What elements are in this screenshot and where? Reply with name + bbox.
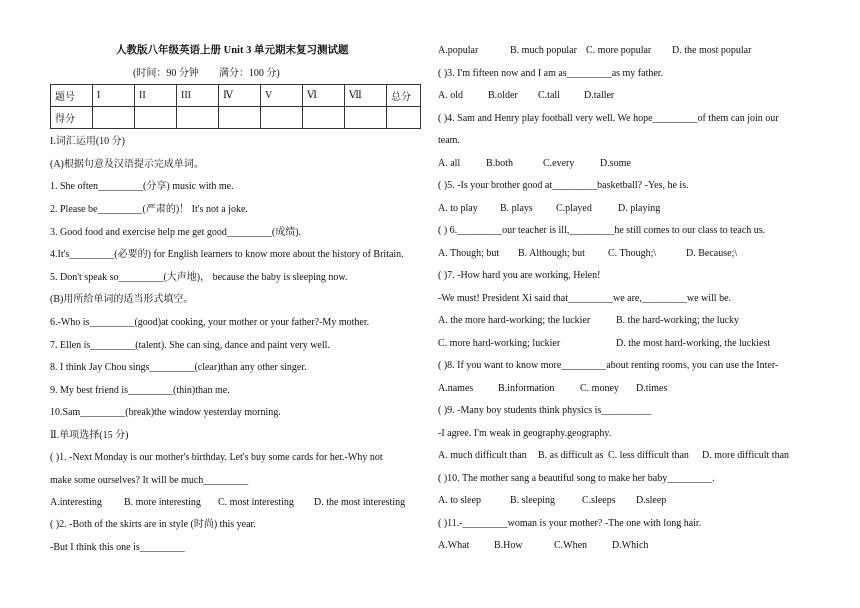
question: ( )11.-_________woman is your mother? -The one with long hair. <box>438 518 702 529</box>
score-cell <box>387 107 421 129</box>
option: D.times <box>636 383 668 394</box>
question: 3. Good food and exercise help me get good_________(成绩). <box>50 227 302 238</box>
option: A.popular <box>438 45 479 56</box>
option: A.What <box>438 540 470 551</box>
option: C. more popular <box>586 45 652 56</box>
question: ( )1. -Next Monday is our mother's birthday. Let's buy some cards for her.-Why not <box>50 452 383 463</box>
table-cell: 得分 <box>51 107 93 129</box>
option: D.taller <box>584 90 615 101</box>
section-heading: Ⅱ.单项选择(15 分) <box>50 430 129 441</box>
question-continued: -But I think this one is_________ <box>50 542 185 553</box>
table-cell: 总分 <box>387 85 421 107</box>
question: ( )9. -Many boy students think physics is__________ <box>438 405 652 416</box>
question: ( )4. Sam and Henry play football very well. We hope_________of them can join our <box>438 113 779 124</box>
option: C.When <box>554 540 588 551</box>
option: B.both <box>486 158 513 169</box>
table-cell: III <box>177 85 219 107</box>
table-cell: I <box>93 85 135 107</box>
question: 5. Don't speak so_________(大声地)， because the baby is sleeping now. <box>50 272 348 283</box>
option: A.interesting <box>50 497 102 508</box>
option: D. the most hard-working, the luckiest <box>616 338 771 349</box>
table-cell: II <box>135 85 177 107</box>
option: B.How <box>494 540 523 551</box>
question: ( )3. I'm fifteen now and I am as_________as my father. <box>438 68 664 79</box>
question: ( ) 6._________our teacher is ill,_________he still comes to our class to teach us. <box>438 225 766 236</box>
question-continued: team. <box>438 135 460 146</box>
score-table-score-row <box>51 107 421 129</box>
option: A. old <box>438 90 463 101</box>
question: 6.-Who is_________(good)at cooking, your mother or your father?-My mother. <box>50 317 370 328</box>
table-cell: Ⅵ <box>303 85 345 107</box>
question: 4.It's_________(必要的) for English learners to know more about the history of Britain. <box>50 249 404 260</box>
score-cell <box>93 107 135 129</box>
option: D.sleep <box>636 495 667 506</box>
option: B. the hard-working; the lucky <box>616 315 740 326</box>
option: D.some <box>600 158 631 169</box>
score-cell <box>261 107 303 129</box>
option: D. playing <box>618 203 661 214</box>
option: C. most interesting <box>218 497 294 508</box>
option: D. the most interesting <box>314 497 406 508</box>
option: B. plays <box>500 203 533 214</box>
score-cell <box>177 107 219 129</box>
option: C. more hard-working; luckier <box>438 338 561 349</box>
part-instruction: (A)根据句意及汉语提示完成单词。 <box>50 159 204 170</box>
option: B.information <box>498 383 555 394</box>
option: C.sleeps <box>582 495 616 506</box>
table-cell: Ⅶ <box>345 85 387 107</box>
question: ( )10. The mother sang a beautiful song to make her baby_________. <box>438 473 715 484</box>
option: B. sleeping <box>510 495 555 506</box>
question: ( )5. -Is your brother good at_________basketball? -Yes, he is. <box>438 180 689 191</box>
exam-subtitle: (时间：90 分钟 满分：100 分) <box>133 68 280 79</box>
part-instruction: (B)用所给单词的适当形式填空。 <box>50 294 194 305</box>
option: C.every <box>543 158 575 169</box>
option: C. less difficult than <box>608 450 689 461</box>
question: 10.Sam_________(break)the window yesterday morning. <box>50 407 281 418</box>
option: C. money <box>580 383 619 394</box>
option: B. as difficult as <box>538 450 604 461</box>
score-cell <box>345 107 387 129</box>
question-continued: make some ourselves? It will be much_________ <box>50 475 249 486</box>
section-heading: I.词汇运用(10 分) <box>50 136 125 147</box>
option: C.tall <box>538 90 560 101</box>
question: ( )2. -Both of the skirts are in style (时尚) this year. <box>50 519 256 530</box>
option: B.older <box>488 90 518 101</box>
score-cell <box>135 107 177 129</box>
option: A. much difficult than <box>438 450 527 461</box>
option: A. Though; but <box>438 248 500 259</box>
option: B. more interesting <box>124 497 201 508</box>
option: C. Though;\ <box>608 248 657 259</box>
option: A.names <box>438 383 474 394</box>
question: ( )7. -How hard you are working, Helen! <box>438 270 601 281</box>
option: A. all <box>438 158 461 169</box>
table-cell: Ⅳ <box>219 85 261 107</box>
option: D.Which <box>612 540 649 551</box>
table-cell: 题号 <box>51 85 93 107</box>
question: 8. I think Jay Chou sings_________(clear)than any other singer. <box>50 362 307 373</box>
score-cell <box>219 107 261 129</box>
table-cell: V <box>261 85 303 107</box>
question: 2. Please be_________(严肃的)！ It's not a joke. <box>50 204 248 215</box>
question: ( )8. If you want to know more_________about renting rooms, you can use the Inter- <box>438 360 779 371</box>
score-table-header-row <box>51 85 421 107</box>
score-table <box>50 84 421 129</box>
score-cell <box>303 107 345 129</box>
option: A. to play <box>438 203 478 214</box>
question-continued: -I agree. I'm weak in geography.geography. <box>438 428 612 439</box>
option: B. Although; but <box>518 248 585 259</box>
exam-title: 人教版八年级英语上册 Unit 3 单元期末复习测试题 <box>116 45 349 56</box>
question: 9. My best friend is_________(thin)than me. <box>50 385 230 396</box>
option: A. the more hard-working; the luckier <box>438 315 591 326</box>
option: A. to sleep <box>438 495 482 506</box>
option: C.played <box>556 203 592 214</box>
question: 7. Ellen is_________(talent). She can sing, dance and paint very well. <box>50 340 330 351</box>
question-continued: -We must! President Xi said that_________we are,_________we will be. <box>438 293 732 304</box>
question: 1. She often_________(分享) music with me. <box>50 181 234 192</box>
option: D. more difficult than <box>702 450 790 461</box>
option: B. much popular <box>510 45 577 56</box>
option: D. Because;\ <box>686 248 738 259</box>
option: D. the most popular <box>672 45 752 56</box>
